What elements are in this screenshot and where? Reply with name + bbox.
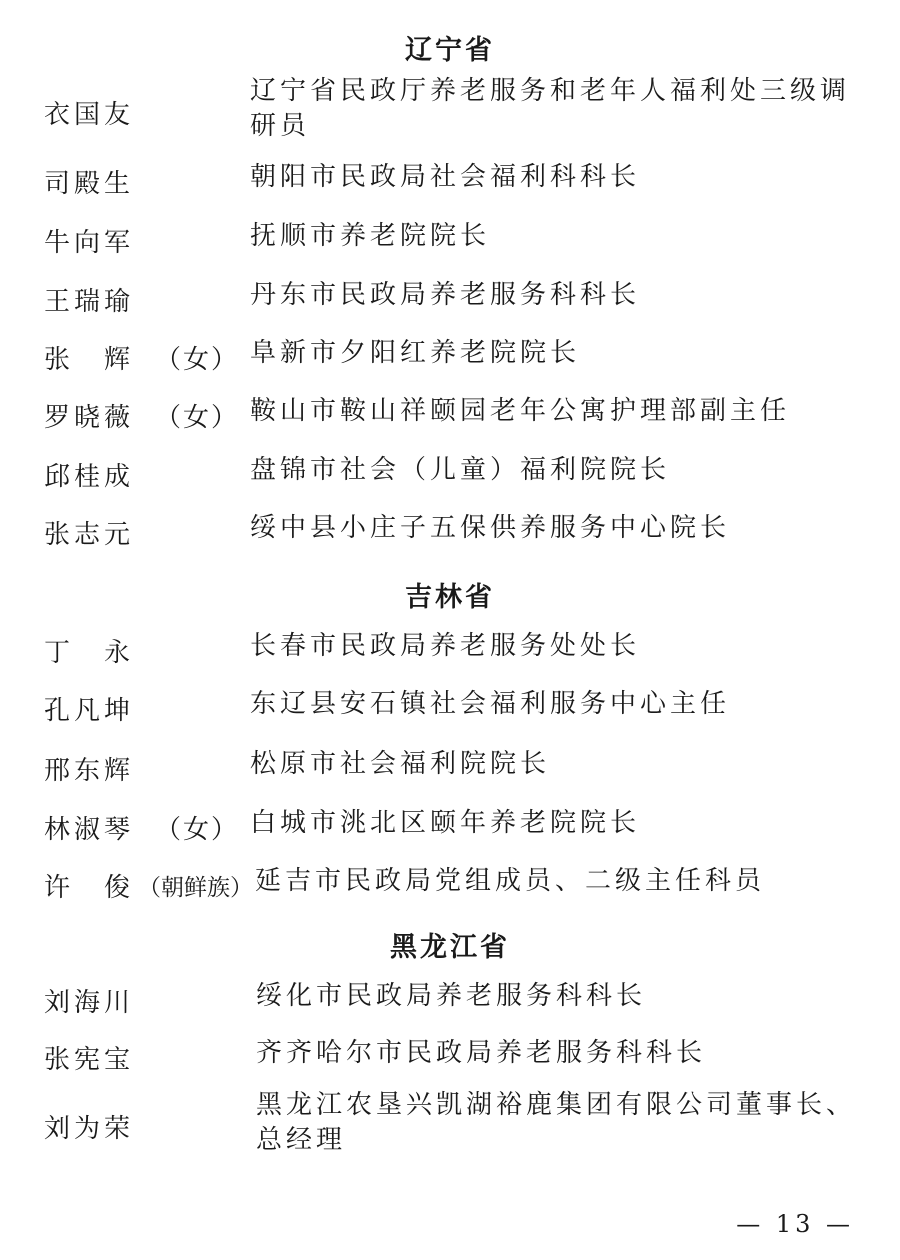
person-name: 罗晓薇 [44,403,135,433]
title-line: 长春市民政局养老服务处处长 [250,631,641,661]
title-line: 鞍山市鞍山祥颐园老年公寓护理部副主任 [250,396,791,426]
person-title [250,453,850,488]
person-note: （女） [155,345,240,375]
person-title [250,511,850,546]
title-line: 松原市社会福利院院长 [250,749,551,779]
person-name: 邱桂成 [44,462,135,492]
person-title [250,160,850,195]
person-title [256,1088,856,1158]
title-line: 齐齐哈尔市民政局养老服务科科长 [256,1038,707,1068]
title-line: 抚顺市养老院院长 [250,221,491,251]
person-name: 牛向军 [44,228,135,258]
title-line: 阜新市夕阳红养老院院长 [250,338,581,368]
person-name: 衣国友 [44,100,135,130]
person-note: （女） [155,815,240,845]
person-name: 许 俊 [44,873,135,903]
title-line: 延吉市民政局党组成员、二级主任科员 [255,866,766,896]
person-title [256,1036,856,1071]
title-line: 白城市洮北区颐年养老院院长 [250,808,641,838]
province-heading: 辽宁省 [405,35,495,66]
person-title [250,629,850,664]
province-heading: 吉林省 [405,582,495,613]
person-title [250,219,850,254]
title-line: 研员 [250,111,311,141]
person-name: 张志元 [44,520,135,550]
province-heading: 黑龙江省 [390,932,510,963]
person-name: 司殿生 [44,169,135,199]
title-line: 绥化市民政局养老服务科科长 [256,981,647,1011]
title-line: 绥中县小庄子五保供养服务中心院长 [250,513,731,543]
page-number: — 13 — [736,1210,854,1238]
person-title [250,278,850,313]
title-line: 盘锦市社会（儿童）福利院院长 [250,455,671,485]
person-name: 张宪宝 [44,1045,135,1075]
person-note: （朝鲜族） [138,875,253,901]
title-line: 东辽县安石镇社会福利服务中心主任 [250,689,731,719]
title-line: 辽宁省民政厅养老服务和老年人福利处三级调 [250,76,851,106]
person-title [255,864,855,899]
person-title [250,747,850,782]
title-line: 总经理 [256,1125,347,1155]
person-name: 王瑞瑜 [44,287,135,317]
title-line: 朝阳市民政局社会福利科科长 [250,162,641,192]
person-name: 邢东辉 [44,756,135,786]
person-title [250,394,850,429]
person-title [250,336,850,371]
person-name: 刘海川 [44,988,135,1018]
person-note: （女） [155,403,240,433]
person-name: 林淑琴 [44,815,135,845]
person-name: 孔凡坤 [44,696,135,726]
person-title [250,74,850,144]
person-title [250,806,850,841]
title-line: 黑龙江农垦兴凯湖裕鹿集团有限公司董事长、 [256,1090,857,1120]
person-name: 刘为荣 [44,1114,135,1144]
person-name: 张 辉 [44,345,135,375]
person-title [250,687,850,722]
person-name: 丁 永 [44,638,135,668]
person-title [256,979,856,1014]
title-line: 丹东市民政局养老服务科科长 [250,280,641,310]
